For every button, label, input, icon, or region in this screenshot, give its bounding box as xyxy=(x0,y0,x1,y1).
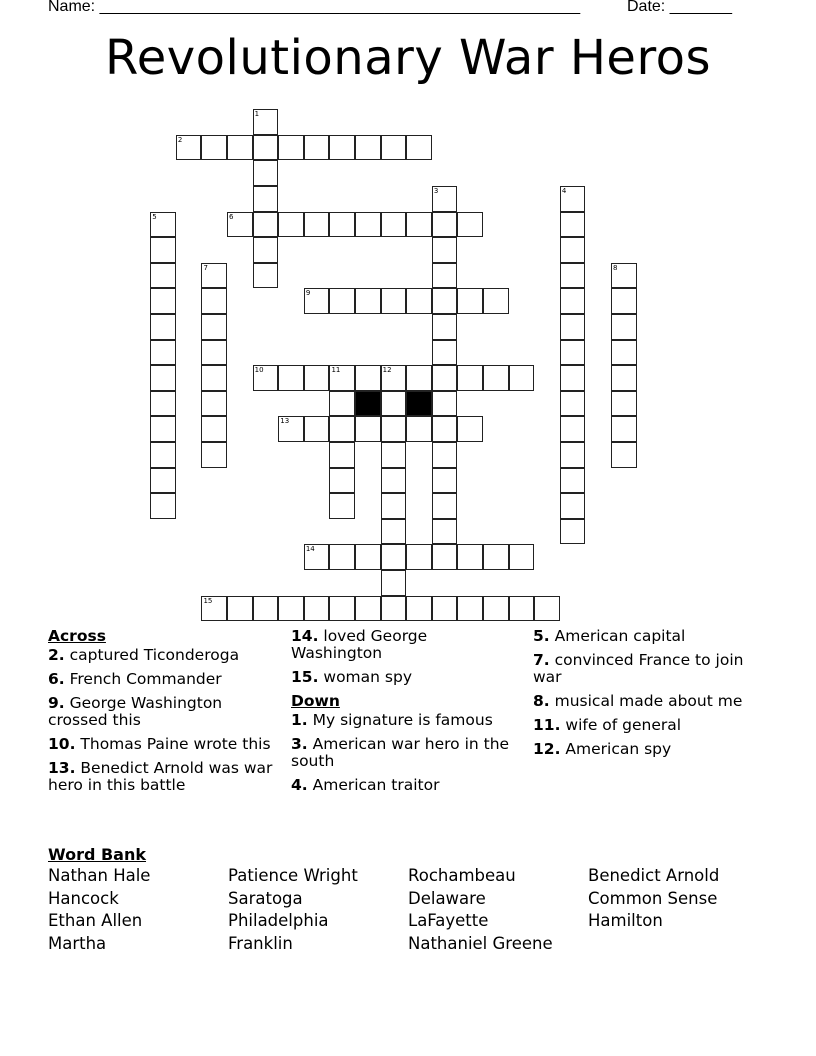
crossword-cell[interactable] xyxy=(355,596,381,622)
clue-text: American spy xyxy=(560,740,672,758)
crossword-cell[interactable] xyxy=(560,186,586,212)
clue-number: 7 xyxy=(203,263,208,272)
word-bank-item: Nathan Hale xyxy=(48,866,151,885)
crossword-cell[interactable] xyxy=(329,442,355,468)
clue-text: Thomas Paine wrote this xyxy=(75,735,271,753)
crossword-cell[interactable] xyxy=(201,314,227,340)
clue-number: 10 xyxy=(254,366,264,375)
crossword-cell[interactable] xyxy=(201,442,227,468)
crossword-cell[interactable] xyxy=(227,135,253,161)
clue-text: American traitor xyxy=(307,776,440,794)
crossword-cell[interactable] xyxy=(329,596,355,622)
crossword-cell[interactable] xyxy=(150,468,176,494)
crossword-cell[interactable] xyxy=(150,288,176,314)
crossword-cell[interactable] xyxy=(201,365,227,391)
clue-item xyxy=(533,628,763,645)
clue-item xyxy=(48,695,278,729)
word-bank-heading: Word Bank xyxy=(48,845,147,864)
word-bank-item: Nathaniel Greene xyxy=(408,934,553,954)
clue-item xyxy=(291,736,521,770)
word-bank-item: Ethan Allen xyxy=(48,911,143,931)
clue-number: 12. xyxy=(533,740,561,758)
clues-column-2 xyxy=(291,628,521,801)
crossword-cell[interactable] xyxy=(381,596,407,622)
crossword-cell[interactable] xyxy=(329,416,355,442)
crossword-cell[interactable] xyxy=(201,391,227,417)
crossword-cell[interactable] xyxy=(150,416,176,442)
crossword-cell[interactable] xyxy=(329,544,355,570)
crossword-cell[interactable] xyxy=(432,365,458,391)
crossword-cell[interactable] xyxy=(150,493,176,519)
crossword-cell[interactable] xyxy=(611,416,637,442)
crossword-cell[interactable] xyxy=(201,288,227,314)
crossword-cell[interactable] xyxy=(355,288,381,314)
clue-number: 1 xyxy=(254,110,260,119)
clue-text: French Commander xyxy=(64,670,222,688)
clue-number: 8 xyxy=(613,263,618,272)
crossword-cell[interactable] xyxy=(381,212,407,238)
down-heading: Down xyxy=(291,692,340,710)
crossword-cell[interactable] xyxy=(201,340,227,366)
crossword-cell[interactable] xyxy=(509,365,535,391)
clue-text: American war hero in the south xyxy=(291,735,510,770)
clues-column-3 xyxy=(533,628,763,765)
crossword-cell[interactable] xyxy=(432,493,458,519)
clue-text: woman spy xyxy=(318,668,412,686)
crossword-cell[interactable] xyxy=(150,212,176,238)
clue-number: 13. xyxy=(48,759,76,777)
crossword-cell[interactable] xyxy=(611,442,637,468)
clue-item xyxy=(291,712,521,729)
crossword-cell[interactable] xyxy=(355,416,381,442)
crossword-cell[interactable] xyxy=(560,288,586,314)
crossword-cell[interactable] xyxy=(253,135,279,161)
crossword-cell[interactable] xyxy=(355,365,381,391)
crossword-cell[interactable] xyxy=(406,416,432,442)
clue-item xyxy=(48,647,278,664)
clue-number: 4 xyxy=(561,187,567,196)
word-bank-item: Martha xyxy=(48,934,107,954)
clue-number: 12 xyxy=(382,366,392,375)
crossword-cell[interactable] xyxy=(560,365,586,391)
clue-text: My signature is famous xyxy=(307,711,493,729)
crossword-cell[interactable] xyxy=(381,416,407,442)
word-bank-item: Philadelphia xyxy=(228,911,329,931)
crossword-cell[interactable] xyxy=(560,416,586,442)
crossword-cell[interactable] xyxy=(457,288,483,314)
clue-number: 8. xyxy=(533,692,550,710)
crossword-cell[interactable] xyxy=(432,263,458,289)
crossword-cell[interactable] xyxy=(432,416,458,442)
crossword-cell[interactable] xyxy=(611,288,637,314)
clue-number: 6 xyxy=(229,212,234,221)
crossword-cell[interactable] xyxy=(560,391,586,417)
clue-item xyxy=(533,741,763,758)
clue-number: 4. xyxy=(291,776,308,794)
crossword-cell[interactable] xyxy=(355,544,381,570)
crossword-cell[interactable] xyxy=(483,288,509,314)
crossword-cell[interactable] xyxy=(355,135,381,161)
crossword-cell[interactable] xyxy=(457,416,483,442)
crossword-cell[interactable] xyxy=(304,596,330,622)
black-cell xyxy=(355,391,381,417)
crossword-cell[interactable] xyxy=(406,135,432,161)
crossword-cell[interactable] xyxy=(406,596,432,622)
clue-number: 3 xyxy=(433,187,439,196)
crossword-cell[interactable] xyxy=(560,340,586,366)
crossword-cell[interactable] xyxy=(381,288,407,314)
across-heading: Across xyxy=(48,627,106,645)
word-bank-item: Franklin xyxy=(228,934,293,954)
down-clues-list-cont xyxy=(533,628,763,758)
crossword-cell[interactable] xyxy=(560,314,586,340)
clue-number: 13 xyxy=(280,417,290,426)
crossword-cell[interactable] xyxy=(534,596,560,622)
crossword-cell[interactable] xyxy=(560,442,586,468)
crossword-cell[interactable] xyxy=(611,340,637,366)
crossword-cell[interactable] xyxy=(304,544,330,570)
crossword-cell[interactable] xyxy=(329,493,355,519)
crossword-cell[interactable] xyxy=(381,519,407,545)
crossword-cell[interactable] xyxy=(560,237,586,263)
crossword-cell[interactable] xyxy=(406,212,432,238)
crossword-cell[interactable] xyxy=(432,212,458,238)
crossword-cell[interactable] xyxy=(329,135,355,161)
crossword-cell[interactable] xyxy=(150,442,176,468)
crossword-cell[interactable] xyxy=(150,263,176,289)
crossword-cell[interactable] xyxy=(329,468,355,494)
crossword-cell[interactable] xyxy=(304,416,330,442)
crossword-cell[interactable] xyxy=(329,288,355,314)
clue-item xyxy=(291,628,521,662)
crossword-cell[interactable] xyxy=(201,416,227,442)
across-clues-list xyxy=(48,647,278,794)
crossword-cell[interactable] xyxy=(432,237,458,263)
crossword-cell[interactable] xyxy=(253,186,279,212)
crossword-cell[interactable] xyxy=(560,493,586,519)
word-bank-item: Common Sense xyxy=(588,888,718,908)
crossword-cell[interactable] xyxy=(432,314,458,340)
crossword-cell[interactable] xyxy=(432,596,458,622)
crossword-cell[interactable] xyxy=(253,596,279,622)
down-clues-list xyxy=(291,712,521,794)
word-bank-item: Patience Wright xyxy=(228,866,358,885)
clue-item xyxy=(48,671,278,688)
word-bank-item: Hancock xyxy=(48,888,119,908)
black-cell xyxy=(406,391,432,417)
crossword-cell[interactable] xyxy=(611,365,637,391)
page-title: Revolutionary War Heros xyxy=(105,30,711,86)
crossword-cell[interactable] xyxy=(355,212,381,238)
crossword-cell[interactable] xyxy=(253,365,279,391)
clue-number: 7. xyxy=(533,651,550,669)
clue-number: 9. xyxy=(48,694,65,712)
crossword-cell[interactable] xyxy=(381,468,407,494)
crossword-cell[interactable] xyxy=(560,212,586,238)
crossword-cell[interactable] xyxy=(278,365,304,391)
crossword-cell[interactable] xyxy=(457,212,483,238)
clue-number: 11. xyxy=(533,716,561,734)
crossword-cell[interactable] xyxy=(406,288,432,314)
crossword-cell[interactable] xyxy=(278,212,304,238)
clue-item xyxy=(48,736,278,753)
crossword-cell[interactable] xyxy=(381,493,407,519)
crossword-cell[interactable] xyxy=(150,340,176,366)
crossword-cell[interactable] xyxy=(176,135,202,161)
clue-item xyxy=(291,669,521,686)
crossword-cell[interactable] xyxy=(329,365,355,391)
clue-number: 2. xyxy=(48,646,65,664)
across-clues-list-cont xyxy=(291,628,521,686)
clue-text: American capital xyxy=(549,627,686,645)
word-bank-item: Hamilton xyxy=(588,911,663,931)
crossword-cell[interactable] xyxy=(611,391,637,417)
crossword-cell[interactable] xyxy=(611,314,637,340)
crossword-cell[interactable] xyxy=(560,468,586,494)
crossword-cell[interactable] xyxy=(457,596,483,622)
crossword-cell[interactable] xyxy=(509,544,535,570)
crossword-cell[interactable] xyxy=(278,596,304,622)
clue-item xyxy=(291,777,521,794)
crossword-cell[interactable] xyxy=(253,109,279,135)
crossword-cell[interactable] xyxy=(432,519,458,545)
crossword-cell[interactable] xyxy=(150,365,176,391)
word-bank-item: Rochambeau xyxy=(408,866,516,885)
crossword-grid xyxy=(151,110,641,622)
crossword-cell[interactable] xyxy=(304,288,330,314)
crossword-cell[interactable] xyxy=(381,442,407,468)
clues-column-1 xyxy=(48,628,278,801)
crossword-cell[interactable] xyxy=(457,365,483,391)
clue-number: 11 xyxy=(331,366,341,375)
clue-number: 6. xyxy=(48,670,65,688)
clue-number: 14 xyxy=(305,545,315,554)
crossword-cell[interactable] xyxy=(432,468,458,494)
date-field-label: Date: _______ xyxy=(627,0,732,15)
word-bank-item: LaFayette xyxy=(408,911,489,931)
crossword-cell[interactable] xyxy=(150,314,176,340)
crossword-cell[interactable] xyxy=(483,544,509,570)
crossword-cell[interactable] xyxy=(253,160,279,186)
word-bank-item: Saratoga xyxy=(228,888,303,908)
crossword-cell[interactable] xyxy=(253,263,279,289)
clue-text: captured Ticonderoga xyxy=(64,646,240,664)
clue-number: 15. xyxy=(291,668,319,686)
crossword-cell[interactable] xyxy=(304,212,330,238)
crossword-cell[interactable] xyxy=(304,365,330,391)
clue-number: 5. xyxy=(533,627,550,645)
clue-number: 15 xyxy=(203,596,213,605)
crossword-cell[interactable] xyxy=(509,596,535,622)
crossword-cell[interactable] xyxy=(432,391,458,417)
crossword-cell[interactable] xyxy=(201,135,227,161)
clue-item xyxy=(533,652,763,686)
crossword-cell[interactable] xyxy=(560,263,586,289)
crossword-cell[interactable] xyxy=(227,212,253,238)
crossword-cell[interactable] xyxy=(381,365,407,391)
clue-item xyxy=(533,693,763,710)
clue-number: 5 xyxy=(152,212,157,221)
crossword-cell[interactable] xyxy=(381,544,407,570)
crossword-cell[interactable] xyxy=(253,212,279,238)
clue-text: wife of general xyxy=(560,716,682,734)
crossword-cell[interactable] xyxy=(201,596,227,622)
clue-number: 9 xyxy=(305,289,311,298)
crossword-cell[interactable] xyxy=(278,135,304,161)
crossword-cell[interactable] xyxy=(381,391,407,417)
clue-text: George Washington crossed this xyxy=(48,694,223,729)
clue-number: 1. xyxy=(291,711,308,729)
crossword-cell[interactable] xyxy=(432,544,458,570)
clue-text: Benedict Arnold was war hero in this battle xyxy=(48,759,273,794)
clue-item xyxy=(533,717,763,734)
clue-number: 3. xyxy=(291,735,308,753)
crossword-cell[interactable] xyxy=(560,519,586,545)
crossword-cell[interactable] xyxy=(611,263,637,289)
crossword-cell[interactable] xyxy=(432,186,458,212)
crossword-cell[interactable] xyxy=(304,135,330,161)
clue-item xyxy=(48,760,278,794)
crossword-cell[interactable] xyxy=(483,365,509,391)
crossword-cell[interactable] xyxy=(381,570,407,596)
crossword-cell[interactable] xyxy=(483,596,509,622)
crossword-cell[interactable] xyxy=(201,263,227,289)
crossword-cell[interactable] xyxy=(406,544,432,570)
crossword-cell[interactable] xyxy=(150,237,176,263)
clue-text: musical made about me xyxy=(549,692,743,710)
name-field-label: Name: ______________________________________________________ xyxy=(48,0,581,15)
clue-text: loved George Washington xyxy=(291,627,428,662)
crossword-cell[interactable] xyxy=(432,442,458,468)
crossword-cell[interactable] xyxy=(227,596,253,622)
crossword-cell[interactable] xyxy=(150,391,176,417)
word-bank-item: Benedict Arnold xyxy=(588,866,720,885)
clue-number: 10. xyxy=(48,735,76,753)
crossword-cell[interactable] xyxy=(432,288,458,314)
crossword-cell[interactable] xyxy=(432,340,458,366)
crossword-cell[interactable] xyxy=(253,237,279,263)
word-bank-item: Delaware xyxy=(408,888,486,908)
crossword-cell[interactable] xyxy=(278,416,304,442)
crossword-cell[interactable] xyxy=(381,135,407,161)
clue-number: 14. xyxy=(291,627,319,645)
crossword-cell[interactable] xyxy=(329,212,355,238)
clue-number: 2 xyxy=(177,135,183,144)
crossword-cell[interactable] xyxy=(329,391,355,417)
crossword-cell[interactable] xyxy=(457,544,483,570)
clue-text: convinced France to join war xyxy=(533,651,744,686)
crossword-cell[interactable] xyxy=(406,365,432,391)
